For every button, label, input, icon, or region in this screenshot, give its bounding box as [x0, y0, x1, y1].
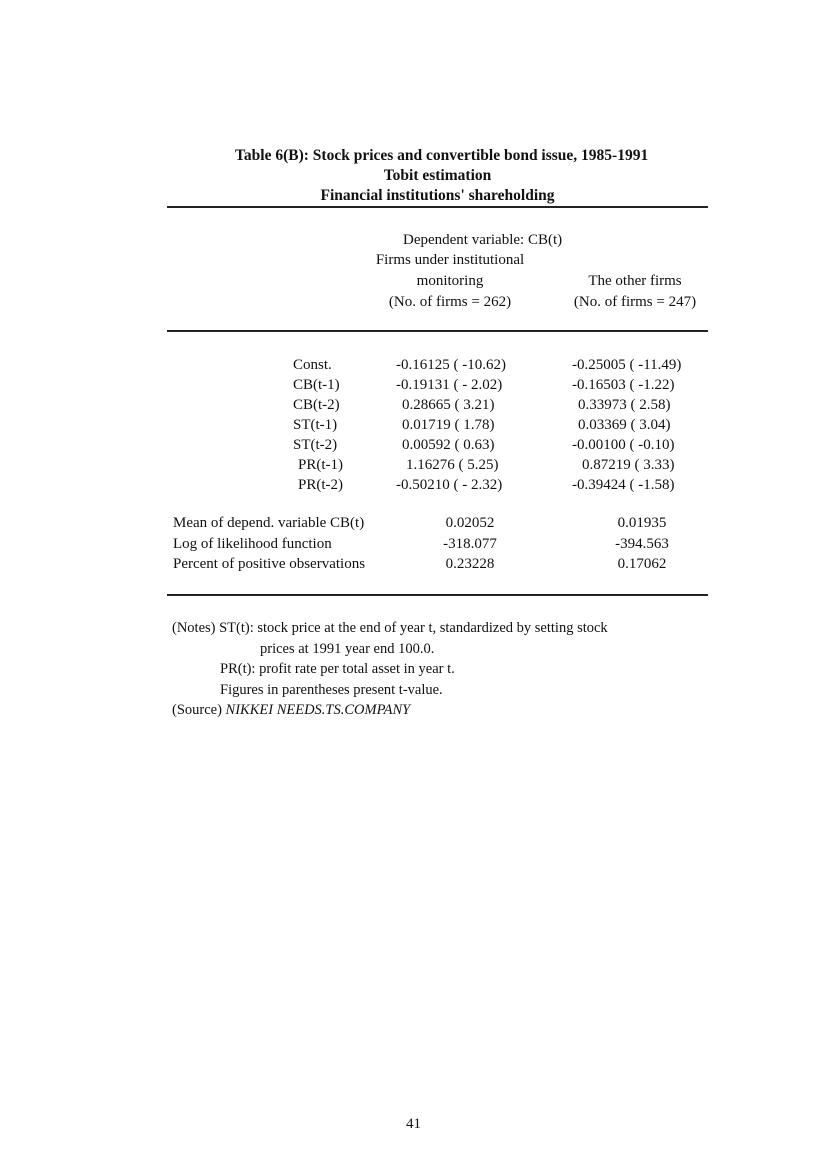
column-header-monitored-line: (No. of firms = 262): [388, 294, 512, 310]
row-label: CB(t-1): [293, 377, 340, 393]
column-header-other: [560, 271, 710, 313]
table-title: [167, 146, 708, 206]
row-value-monitored: 0.28665 ( 3.21): [402, 397, 495, 413]
row-value-other: 0.87219 ( 3.33): [582, 457, 675, 473]
title-line-3: Financial institutions' shareholding: [320, 187, 555, 204]
row-value-monitored: -0.50210 ( - 2.32): [396, 477, 503, 493]
table-notes: [172, 618, 608, 721]
row-label: CB(t-2): [293, 397, 340, 413]
row-value-monitored: -0.16125 ( -10.62): [396, 357, 506, 373]
column-header-monitored-line: monitoring: [416, 273, 484, 289]
stat-label: Percent of positive observations: [173, 556, 366, 572]
stat-label: Mean of depend. variable CB(t): [173, 515, 365, 531]
row-value-other: -0.25005 ( -11.49): [572, 357, 682, 373]
note-line: PR(t): profit rate per total asset in year t.: [220, 661, 455, 677]
row-label: PR(t-2): [298, 477, 343, 493]
top-rule: [167, 206, 708, 208]
column-header-other-line: (No. of firms = 247): [573, 294, 697, 310]
note-line: prices at 1991 year end 100.0.: [260, 640, 435, 657]
note-line: (Notes) ST(t): stock price at the end of year t, standardized by setting stock: [172, 620, 608, 636]
row-value-monitored: -0.19131 ( - 2.02): [396, 377, 503, 393]
row-label: PR(t-1): [298, 457, 343, 473]
column-header-monitored-line: Firms under institutional: [375, 252, 525, 268]
header-rule: [167, 330, 708, 332]
stat-value-other: 0.17062: [617, 556, 667, 572]
stat-label: Log of likelihood function: [173, 536, 332, 552]
dependent-variable-header: Dependent variable: CB(t): [403, 232, 563, 248]
column-header-monitored: [360, 250, 540, 313]
stat-value-other: -394.563: [615, 536, 669, 552]
source-prefix: (Source): [172, 702, 226, 718]
bottom-rule: [167, 594, 708, 596]
stat-value-other: 0.01935: [617, 515, 667, 531]
note-line: Figures in parentheses present t-value.: [220, 681, 443, 698]
stat-value-monitored: -318.077: [443, 536, 497, 552]
row-value-other: 0.03369 ( 3.04): [578, 417, 671, 433]
row-value-monitored: 1.16276 ( 5.25): [406, 457, 499, 473]
row-value-other: -0.39424 ( -1.58): [572, 477, 675, 493]
source-name: NIKKEI NEEDS.TS.COMPANY: [225, 702, 411, 718]
row-label: ST(t-1): [293, 417, 338, 433]
row-value-other: -0.16503 ( -1.22): [572, 377, 675, 393]
row-label: Const.: [293, 357, 332, 373]
row-value-monitored: 0.01719 ( 1.78): [402, 417, 495, 433]
page-number: 41: [406, 1116, 421, 1132]
column-header-other-line: The other firms: [588, 273, 682, 289]
row-label: ST(t-2): [293, 437, 338, 453]
row-value-other: -0.00100 ( -0.10): [572, 437, 675, 453]
stat-value-monitored: 0.23228: [445, 556, 495, 572]
row-value-other: 0.33973 ( 2.58): [578, 397, 671, 413]
title-line-2: Tobit estimation: [383, 167, 492, 184]
title-line-1: Table 6(B): Stock prices and convertible bond issue, 1985-1991: [235, 147, 649, 164]
source-line: [172, 700, 608, 721]
row-value-monitored: 0.00592 ( 0.63): [402, 437, 495, 453]
stat-value-monitored: 0.02052: [445, 515, 495, 531]
